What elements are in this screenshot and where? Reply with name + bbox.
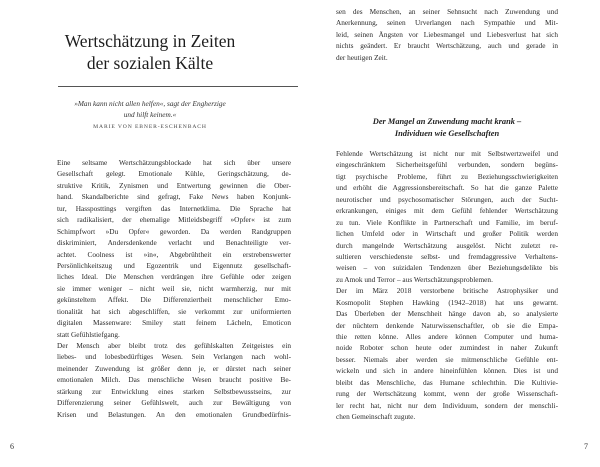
body-line: Gesellschaft gelegt. Emotionale Kühle, Geringschätzung, de-: [57, 169, 291, 179]
body-line: diskriminiert, Andersdenkende verlacht und Benachteiligte ver-: [57, 238, 291, 248]
epigraph-author: MARIE VON EBNER-ESCHENBACH: [93, 124, 207, 130]
section-heading-line: Der Mangel an Zuwendung macht krank –: [372, 117, 522, 126]
body-line: statt Gefühlstiefgang.: [57, 329, 120, 339]
body-line: emotionalen Milch. Das menschliche Wesen braucht positive Be-: [57, 375, 291, 385]
epigraph: [40, 98, 260, 120]
body-line: nichts geändert. Er braucht Wertschätzung, auch und gerade in: [336, 41, 558, 51]
body-line: leid, seinen Ängsten vor Liebesmangel und Liebesverlust hat sich: [336, 29, 558, 39]
body-line: Anerkennung, seinen Urverlangen nach Sympathie und Mit-: [336, 18, 558, 28]
right-top-text: [336, 6, 558, 63]
body-line: Persönlichkeitszug und Egozentrik und Eigennutz gesellschaft-: [57, 260, 291, 270]
body-line: sie immer weniger – nicht weil sie, nicht warmherzig, nur mit: [57, 283, 291, 293]
body-line: tigt psychische Probleme, führt zu Beziehungsschwierigkeiten: [336, 171, 558, 181]
body-line: neurotischer und psychosomatischer Störungen, auch der Sucht-: [336, 194, 558, 204]
body-line: achtet. Coolness ist »in«, Abgebrühtheit ein erstrebenswerter: [57, 249, 291, 259]
body-line: wickeln und sich in andere hineinfühlen können. Dies ist und: [336, 366, 558, 376]
section-heading: [336, 116, 558, 139]
chapter-title-line: der sozialen Kälte: [86, 53, 214, 73]
body-line: lichen Umfeld oder in Wirtschaft und großer Politik werden: [336, 229, 558, 239]
body-line: der nüchtern denkende Naturwissenschaftler, ob sie die Empa-: [336, 320, 558, 330]
body-line: stärkung zur Entwicklung eines starken Selbstbewusstseins, zur: [57, 386, 291, 396]
page-number: 7: [584, 442, 588, 451]
body-line: und erhöht die Aggressionsbereitschaft. So hat die ganze Palette: [336, 183, 558, 193]
body-line: gekünsteltem Affekt. Die Differenziertheit menschlicher Emo-: [57, 295, 291, 305]
body-line: weisen – von suizidalen Tendenzen über Beziehungsdelikte bis: [336, 263, 558, 273]
body-line: der heutigen Zeit.: [336, 52, 388, 62]
body-line: rung der Wertschätzung kommt, wenn der große Wissenschaft-: [336, 389, 558, 399]
body-line: Kosmopolit Stephen Hawking (1942–2018) hat uns gewarnt.: [336, 297, 558, 307]
body-line: meinender Zuwendung ist größer denn je, er dürstet nach seiner: [57, 363, 291, 373]
body-line: Eine seltsame Wertschätzungsblockade hat sich über unsere: [57, 158, 291, 167]
body-line: liebes- und lobesbedürftiges Wesen. Sein Verlangen nach wohl-: [57, 352, 291, 362]
body-line: tionalität hat sich abgeschliffen, sie verkommt zur uniformierten: [57, 306, 291, 316]
chapter-title: [30, 30, 270, 74]
body-line: ler recht hat, nicht nur dem Individuum, sondern der menschli-: [336, 400, 558, 410]
body-line: noide Roboter schon heute oder zumindest in naher Zukunft: [336, 343, 558, 353]
page-number: 6: [10, 442, 14, 451]
body-line: eingeschränktem Sicherheitsgefühl verbunden, sondern begüns-: [336, 160, 558, 170]
body-line: sich radikalisiert, der ehemalige Mitleidsbegriff »Opfer« ist zum: [57, 215, 291, 225]
title-divider: [58, 86, 298, 87]
body-line: hand. Skandalberichte sind gefragt, Fake News haben Konjunk-: [57, 192, 291, 202]
body-line: struktive Kritik, Zynismen und Entwertung gewinnen die Ober-: [57, 180, 291, 190]
body-line: sen des Menschen, an seiner Sehnsucht nach Zuwendung und: [336, 7, 558, 16]
left-body-text: [57, 157, 291, 420]
section-heading-line: Individuen wie Gesellschaften: [394, 128, 500, 138]
body-line: Krisen und Belastungen. An den emotionalen Grundbedürfnis-: [57, 409, 291, 419]
body-line: Fehlende Wertschätzung ist nicht nur mit Selbstwertzweifel und: [336, 149, 558, 158]
body-line: durch mangelnde Wertschätzung ausgelöst. Nicht zuletzt re-: [336, 240, 558, 250]
body-line: zu tun. Viele Konflikte in Partnerschaft und Familie, im beruf-: [336, 217, 558, 227]
body-line: chen Gemeinschaft zugute.: [336, 412, 416, 422]
body-line: tur, Hassposttings vergiften das Internetklima. Die Sprache hat: [57, 203, 291, 213]
body-line: zu Amok und Terror – aus Wertschätzungsproblemen.: [336, 274, 493, 284]
body-line: sultieren verschiedenste selbst- und fremdaggressive Verhaltens-: [336, 251, 558, 261]
body-line: Differenzierung seiner Gefühlswelt, auch zur Bewältigung von: [57, 398, 291, 408]
body-line: bleibt das Menschliche, das Humane schlechthin. Die Kultivie-: [336, 377, 558, 387]
body-line: erkrankungen, einiges mit dem Gefühl fehlender Wertschätzung: [336, 206, 558, 216]
right-body-text: [336, 148, 558, 423]
body-line: Der Mensch aber bleibt trotz des gefühlskalten Zeitgeistes ein: [57, 341, 291, 350]
chapter-title-line: Wertschätzung in Zeiten: [64, 31, 236, 51]
body-line: liches Ideal. Die Menschen verdrängen ihre Gefühle oder zeigen: [57, 272, 291, 282]
body-line: thie retten könne. Alles andere können Computer und huma-: [336, 332, 558, 341]
epigraph-line: und hilft keinem.«: [123, 110, 177, 119]
body-line: Der im März 2018 verstorbene britische Astrophysiker und: [336, 286, 558, 296]
epigraph-line: »Man kann nicht allen helfen«, sagt der Engherzige: [74, 99, 226, 108]
body-line: digitalen Massenware: Smiley statt feinem Lächeln, Emoticon: [57, 318, 291, 328]
body-line: besser. Niemals aber werden sie mitmenschliche Gefühle ent-: [336, 354, 558, 364]
body-line: Schimpfwort »Du Opfer« geworden. Da werden Randgruppen: [57, 226, 291, 236]
body-line: Das Überleben der Menschheit hänge davon ab, so analysierte: [336, 309, 558, 319]
